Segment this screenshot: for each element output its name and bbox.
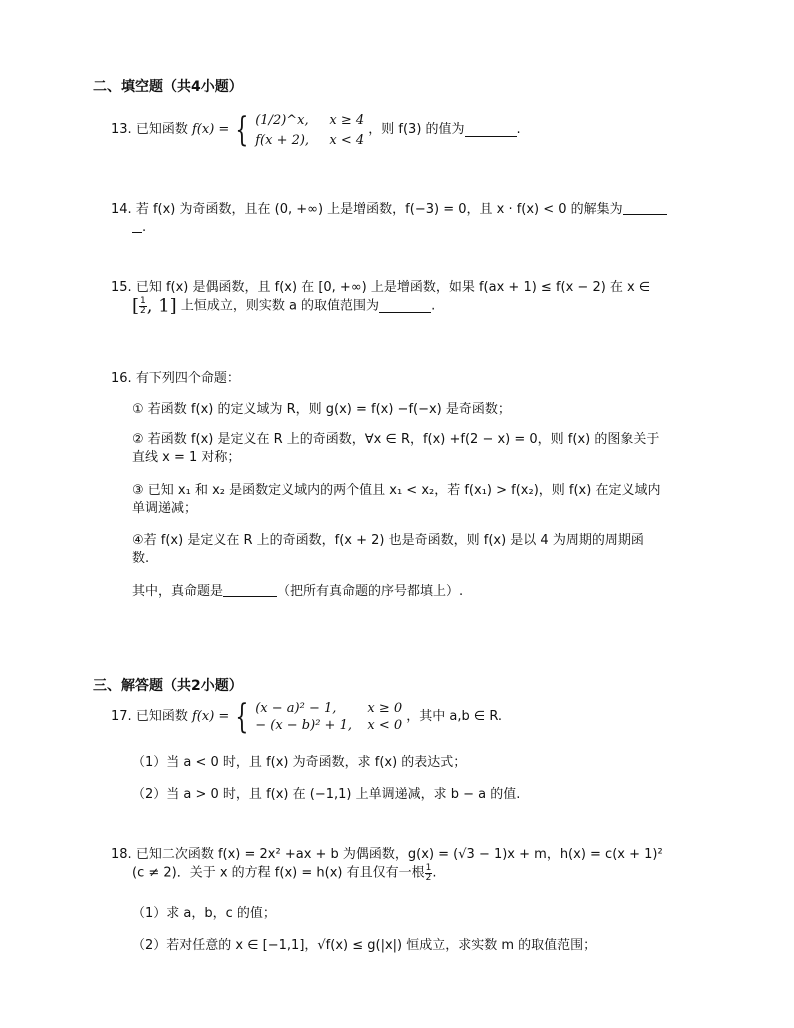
- question-17: [111, 697, 503, 740]
- q16-answer-blank[interactable]: [223, 584, 277, 597]
- q16-conclusion: [132, 583, 463, 601]
- q17-post: ，其中 a,b ∈ R.: [406, 709, 503, 724]
- q18-line2-pre: (c ≠ 2)．关于 x 的方程 f(x) = h(x) 有且仅有一根: [132, 865, 425, 881]
- q13-answer-blank[interactable]: [465, 124, 517, 137]
- q16-proposition-2-line2: 直线 x = 1 对称；: [132, 450, 241, 465]
- q16-concl-post: （把所有真命题的序号都填上）.: [277, 584, 464, 599]
- q15-number: 15.: [111, 280, 132, 295]
- q13-end: .: [516, 122, 521, 137]
- q14-end: .: [142, 220, 147, 235]
- q13-pre: 已知函数: [135, 122, 188, 137]
- question-14-cont: [132, 219, 146, 237]
- q17-fx: f(x) =: [191, 709, 230, 724]
- q14-answer-blank-b[interactable]: [132, 220, 142, 233]
- q17-cases: [255, 700, 402, 734]
- q18-number: 18.: [111, 847, 132, 862]
- q16-intro: 有下列四个命题：: [135, 371, 240, 386]
- q17-subquestion-1: （1）当 a < 0 时，且 f(x) 为奇函数，求 f(x) 的表达式；: [132, 755, 467, 770]
- q13-case2-expr: f(x + 2),: [255, 133, 310, 148]
- q13-brace: {: [235, 110, 249, 150]
- q17-number: 17.: [111, 709, 132, 724]
- q15-end: .: [431, 298, 436, 314]
- q13-case1-expr: (1/2)^x,: [255, 113, 309, 128]
- q18-fraction: $\frac{1}{2}$: [425, 863, 432, 883]
- q15-interval-close: , 1]: [146, 295, 177, 317]
- question-15-cont: [132, 297, 435, 321]
- q13-fx: f(x) =: [191, 122, 230, 137]
- q17-brace: {: [235, 697, 249, 737]
- q15-bracket-open: [: [132, 295, 140, 317]
- q16-proposition-4-line1: ④若 f(x) 是定义在 R 上的奇函数，f(x + 2) 也是奇函数，则 f(x) 是以 4 为周期的周期函: [132, 533, 644, 548]
- q15-line1: 已知 f(x) 是偶函数，且 f(x) 在 [0, +∞) 上是增函数，如果 f(ax + 1) ≤ f(x − 2) 在 x ∈: [135, 280, 651, 295]
- q17-case2-expr: − (x − b)² + 1,: [255, 718, 352, 733]
- q17-case1-cond: x ≥ 0: [367, 701, 403, 716]
- question-14: [111, 201, 667, 219]
- q16-proposition-2-line1: ② 若函数 f(x) 是定义在 R 上的奇函数，∀x ∈ R，f(x) +f(2 − x) = 0，则 f(x) 的图象关于: [132, 432, 660, 447]
- q18-subquestion-1: （1）求 a，b，c 的值；: [132, 906, 276, 921]
- q17-case1-expr: (x − a)² − 1,: [255, 701, 337, 716]
- q15-answer-blank[interactable]: [379, 300, 431, 313]
- q13-number: 13.: [111, 122, 132, 137]
- q16-proposition-3-line2: 单调递减；: [132, 501, 198, 516]
- q18-line2-end: .: [432, 865, 437, 881]
- q18-subquestion-2: （2）若对任意的 x ∈ [−1,1]，√f(x) ≤ g(|x|) 恒成立，求实数 m 的取值范围；: [132, 938, 597, 953]
- question-18-cont: [132, 864, 436, 886]
- q13-cases: [255, 110, 364, 150]
- q14-number: 14.: [111, 202, 132, 217]
- q17-case2-cond: x < 0: [367, 718, 403, 733]
- q16-proposition-1: ① 若函数 f(x) 的定义域为 R，则 g(x) = f(x) −f(−x) 是奇函数；: [132, 402, 511, 417]
- q16-proposition-4-line2: 数.: [132, 551, 150, 566]
- q18-line1: 已知二次函数 f(x) = 2x² +ax + b 为偶函数，g(x) = (√3 − 1)x + m，h(x) = c(x + 1)²: [135, 847, 663, 862]
- q16-number: 16.: [111, 371, 132, 386]
- q17-pre: 已知函数: [135, 709, 188, 724]
- q17-subquestion-2: （2）当 a > 0 时，且 f(x) 在 (−1,1) 上单调递减，求 b − a 的值.: [132, 787, 521, 802]
- q13-post: ，则 f(3) 的值为: [368, 122, 465, 137]
- question-18: [111, 846, 663, 864]
- q13-case1-cond: x ≥ 4: [329, 113, 365, 128]
- q15-line2-post: 上恒成立，则实数 a 的取值范围为: [180, 298, 380, 314]
- section-title-fill: 二、填空题（共4小题）: [93, 79, 243, 95]
- q16-proposition-3-line1: ③ 已知 x₁ 和 x₂ 是函数定义域内的两个值且 x₁ < x₂，若 f(x₁) > f(x₂)，则 f(x) 在定义域内: [132, 483, 661, 498]
- q16-concl-pre: 其中，真命题是: [132, 584, 224, 599]
- q13-case2-cond: x < 4: [329, 133, 365, 148]
- question-13: [111, 110, 521, 156]
- question-15: [111, 279, 650, 297]
- q15-fraction: $\frac{1}{2}$: [140, 296, 146, 316]
- q14-text: 若 f(x) 为奇函数，且在 (0, +∞) 上是增函数，f(−3) = 0，且 x · f(x) < 0 的解集为: [135, 202, 623, 217]
- section-title-answer: 三、解答题（共2小题）: [93, 678, 243, 694]
- q14-answer-blank-a[interactable]: [623, 202, 667, 215]
- question-16: [111, 370, 240, 388]
